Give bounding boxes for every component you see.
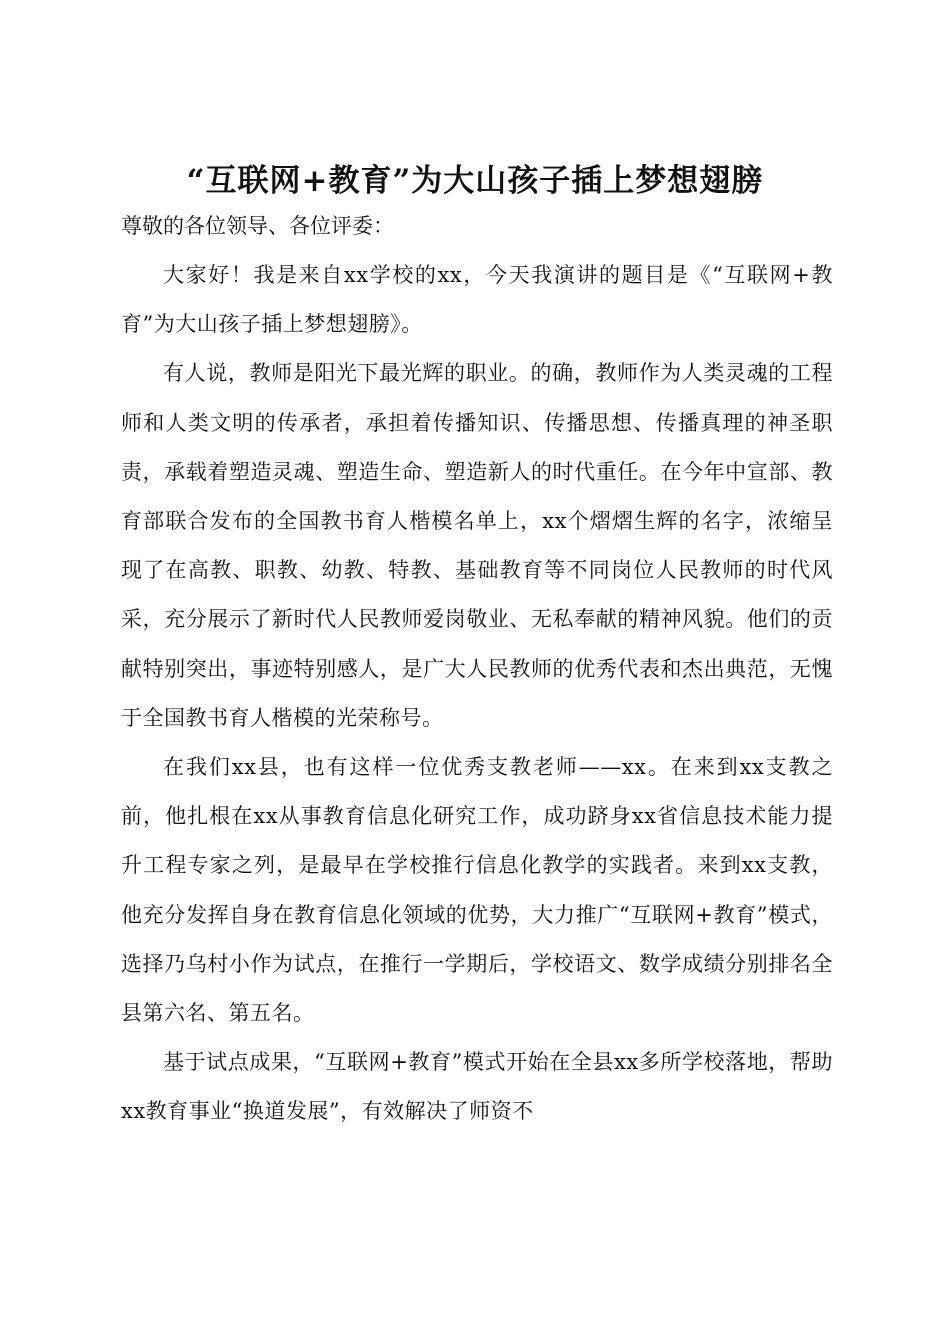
paragraph-teacher-profession: 有人说，教师是阳光下最光辉的职业。的确，教师作为人类灵魂的工程师和人类文明的传承者，承担着传播知识、传播思想、传播真理的神圣职责，承载着塑造灵魂、塑造生命、塑造新人的时代重任。在今年中宣部、教育部联合发布的全国教书育人楷模名单上，xx个熠熠生辉的名字，浓缩呈现了在高教、职教、幼教、特教、基础教育等不同岗位人民教师的时代风采，充分展示了新时代人民教师爱岗敬业、无私奉献的精神风貌。他们的贡献特别突出，事迹特别感人，是广大人民教师的优秀代表和杰出典范，无愧于全国教书育人楷模的光荣称号。 <box>121 361 833 730</box>
salutation: 尊敬的各位领导、各位评委： <box>121 214 394 238</box>
document-body <box>121 202 833 1137</box>
paragraph-greeting: 大家好！我是来自xx学校的xx，今天我演讲的题目是《“互联网+教育”为大山孩子插上梦想翅膀》。 <box>121 263 833 337</box>
paragraph-pilot-results: 基于试点成果，“互联网+教育”模式开始在全县xx多所学校落地，帮助xx教育事业“换道发展”，有效解决了师资不 <box>121 1050 833 1124</box>
document-title: “互联网+教育”为大山孩子插上梦想翅膀 <box>186 162 764 199</box>
paragraph-county-teacher: 在我们xx县，也有这样一位优秀支教老师——xx。在来到xx支教之前，他扎根在xx从事教育信息化研究工作，成功跻身xx省信息技术能力提升工程专家之列，是最早在学校推行信息化教学的实践者。来到xx支教，他充分发挥自身在教育信息化领域的优势，大力推广“互联网+教育”模式，选择乃乌村小作为试点，在推行一学期后，学校语文、数学成绩分别排名全县第六名、第五名。 <box>121 755 833 1026</box>
